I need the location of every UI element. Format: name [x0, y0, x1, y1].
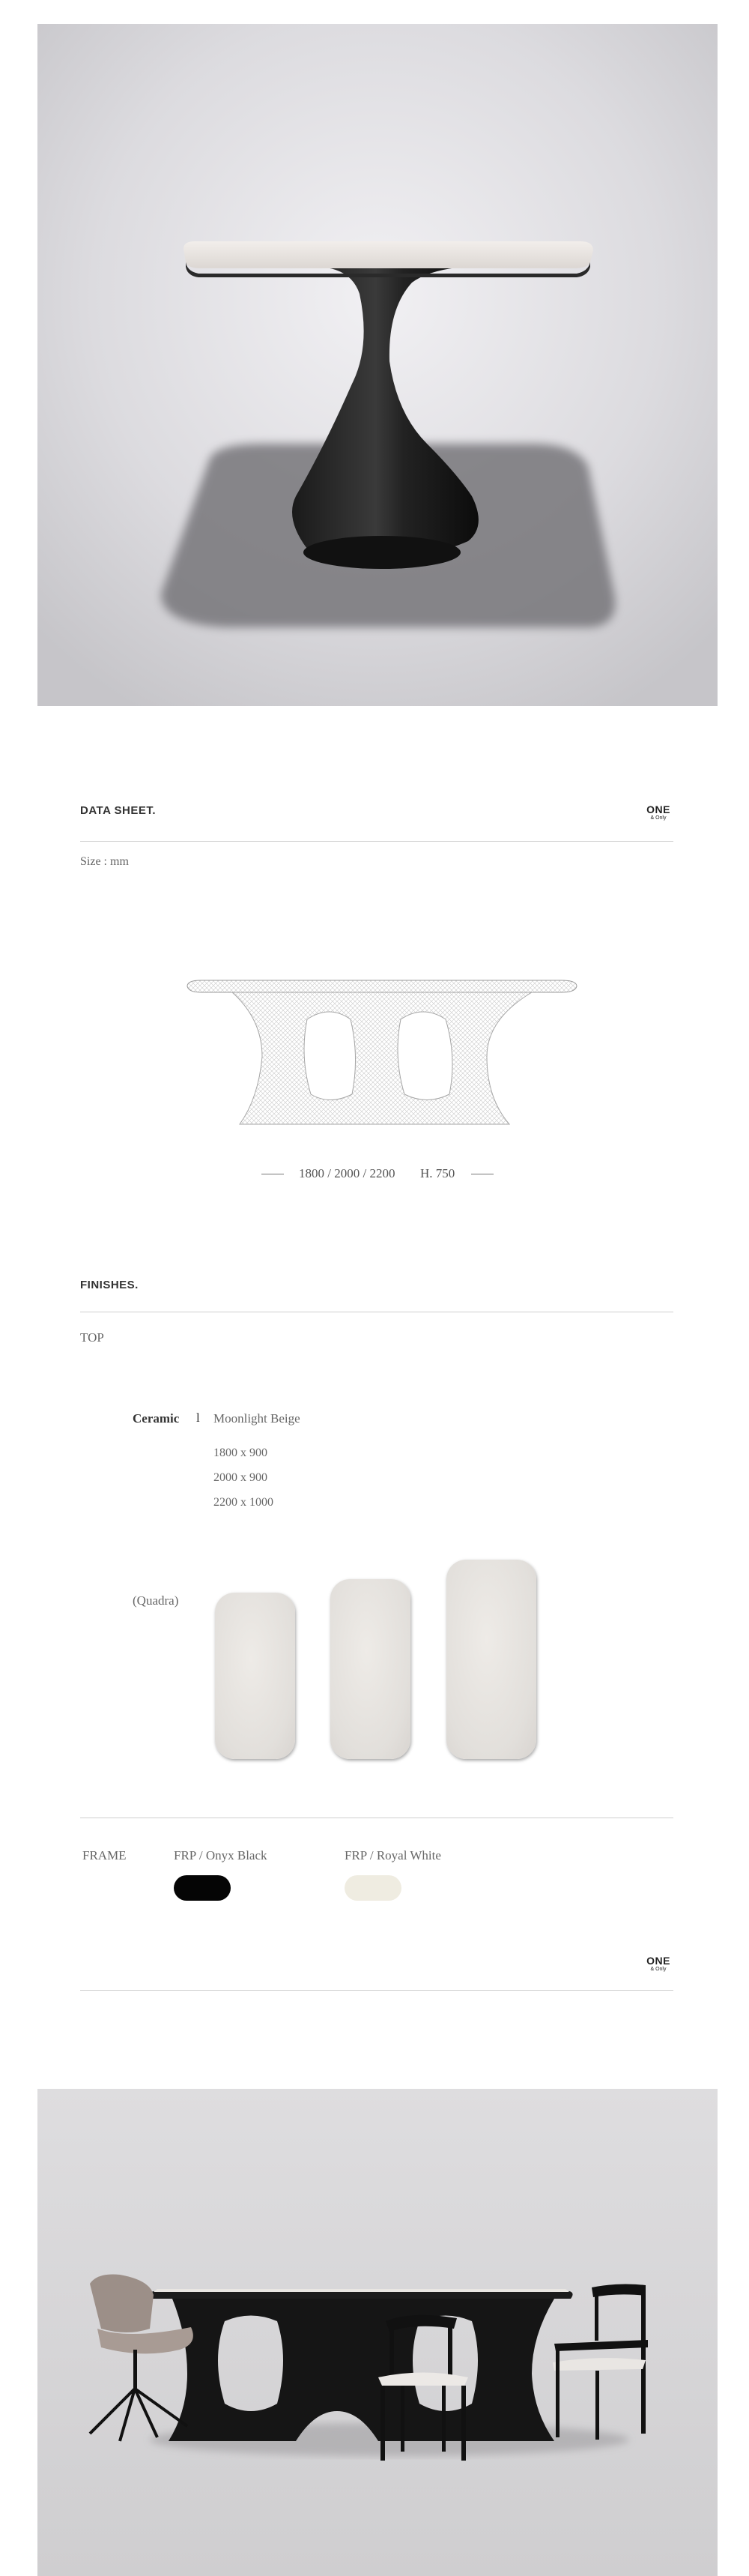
- logo-text: ONE: [646, 1955, 670, 1967]
- data-sheet-title: DATA SHEET.: [80, 804, 157, 817]
- logo-text: ONE: [646, 803, 670, 815]
- size-option: 2200 x 1000: [213, 1496, 273, 1509]
- table-wireframe-drawing: [180, 974, 584, 1132]
- lifestyle-photo: [37, 2089, 718, 2576]
- material-name: Ceramic: [133, 1411, 180, 1426]
- ceramic-slab-1800: [215, 1593, 295, 1759]
- divider: [80, 841, 673, 842]
- dining-set-illustration: [37, 2089, 718, 2576]
- pedestal-table-illustration: [37, 24, 718, 706]
- frame-option-label: FRP / Royal White: [345, 1848, 441, 1862]
- dimension-sizes: 1800 / 2000 / 2200: [299, 1166, 395, 1180]
- divider: [80, 1990, 673, 1991]
- dimension-height: H. 750: [420, 1166, 455, 1180]
- size-option: 2000 x 900: [213, 1471, 267, 1484]
- brand-logo: [643, 804, 673, 821]
- onyx-black-swatch: [174, 1875, 231, 1901]
- brand-logo: [643, 1955, 673, 1972]
- hero-product-photo: [37, 24, 718, 706]
- dimension-annotation: [261, 1166, 487, 1181]
- size-unit-label: Size : mm: [80, 855, 129, 868]
- material-separator: l: [196, 1411, 200, 1425]
- logo-subtext: & Only: [650, 1967, 667, 1972]
- finishes-title: FINISHES.: [80, 1279, 139, 1291]
- color-name: Moonlight Beige: [213, 1411, 300, 1426]
- frame-option-label: FRP / Onyx Black: [174, 1848, 267, 1862]
- ceramic-slab-2200: [446, 1560, 536, 1759]
- shape-label: (Quadra): [133, 1593, 179, 1608]
- royal-white-swatch: [345, 1875, 401, 1901]
- table-wireframe-svg: [180, 974, 584, 1132]
- top-section-label: TOP: [80, 1330, 104, 1345]
- size-option: 1800 x 900: [213, 1447, 267, 1459]
- logo-subtext: & Only: [650, 815, 667, 821]
- ceramic-slab-2000: [330, 1579, 410, 1759]
- frame-section-label: FRAME: [82, 1848, 127, 1862]
